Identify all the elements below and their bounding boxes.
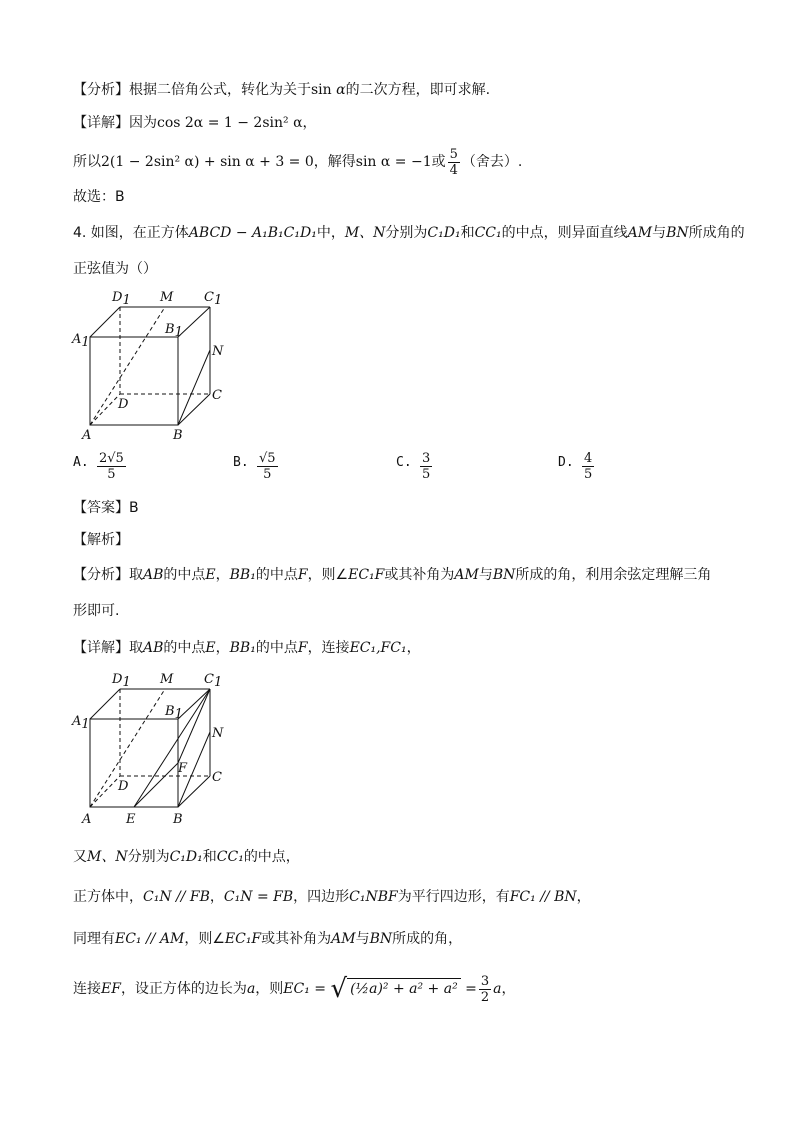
fraction-three-halves: $\frac{3}{2}$	[480, 973, 490, 1005]
label-C1: C1	[204, 672, 223, 690]
label-A1: A1	[72, 714, 90, 732]
label-D1: D1	[112, 672, 131, 690]
label-B: B	[173, 428, 183, 443]
connect-line: 连接EF，设正方体的边长为a，则EC₁ = √ (½a)² + a² + a² = $\frac{3}{2}$ a，	[73, 966, 516, 1012]
again-line: 又M、N分别为C₁D₁和CC₁的中点，	[73, 849, 300, 865]
label-M: M	[160, 672, 174, 687]
double-angle-formula: cos 2α = 1 − 2sin² α	[157, 115, 303, 131]
option-d[interactable]: D. $\frac{4}{5}$	[558, 451, 593, 482]
similar-line: 同理有EC₁ // AM，则∠EC₁F或其补角为AM与BN所成的角，	[73, 931, 463, 947]
question-4-stem-cont: 正弦值为（）	[73, 261, 157, 277]
cube-figure-1	[70, 288, 230, 448]
option-b[interactable]: B. $\frac{√5}{5}$	[233, 451, 276, 482]
solution-heading: 【解析】	[73, 532, 129, 548]
parallelogram-line: 正方体中，C₁N // FB，C₁N = FB，四边形C₁NBF为平行四边形，有FC₁ // BN，	[73, 889, 591, 905]
label-D1: D1	[112, 290, 131, 308]
label-M: M	[160, 290, 174, 305]
cube-figure-2	[70, 670, 230, 835]
label-A: A	[82, 812, 92, 827]
label-C: C	[212, 388, 222, 403]
label-E: E	[126, 812, 136, 827]
label-B1: B1	[165, 704, 183, 722]
option-c-value: $\frac{3}{5}$	[422, 451, 431, 482]
label-F: F	[178, 761, 188, 776]
equation: 2(1 − 2sin² α) + sin α + 3 = 0	[101, 154, 314, 170]
label-N: N	[212, 344, 224, 359]
detail-line-q3: 【详解】因为cos 2α = 1 − 2sin² α，	[73, 115, 317, 131]
option-a-value: $\frac{2√5}{5}$	[99, 451, 124, 482]
option-c[interactable]: C. $\frac{3}{5}$	[396, 451, 431, 482]
so-line-q3: 所以2(1 − 2sin² α) + sin α + 3 = 0，解得sin α = −1或 $\frac{5}{4}$ （舍去）.	[73, 146, 523, 178]
label-D: D	[118, 397, 129, 412]
analysis-line-q4: 【分析】取AB的中点E，BB₁的中点F，则∠EC₁F或其补角为AM与BN所成的角，利用余弦定理解三角	[73, 567, 712, 583]
analysis-label: 【分析】	[73, 82, 129, 98]
label-N: N	[212, 726, 224, 741]
option-a[interactable]: A. $\frac{2√5}{5}$	[73, 451, 124, 482]
analysis-line-q4-cont: 形即可.	[73, 603, 120, 619]
label-A: A	[82, 428, 92, 443]
option-d-value: $\frac{4}{5}$	[584, 451, 593, 482]
label-C1: C1	[204, 290, 223, 308]
detail-line-q4: 【详解】取AB的中点E，BB₁的中点F，连接EC₁,FC₁，	[73, 640, 421, 656]
square-root-expression: √ (½a)² + a² + a²	[330, 966, 460, 1012]
label-B: B	[173, 812, 183, 827]
label-C: C	[212, 770, 222, 785]
choose-line-q3: 故选：B	[73, 189, 125, 205]
label-A1: A1	[72, 332, 90, 350]
label-B1: B1	[165, 322, 183, 340]
analysis-line-q3: 【分析】根据二倍角公式，转化为关于sin α的二次方程，即可求解.	[73, 82, 491, 98]
question-4-stem: 4. 如图，在正方体ABCD − A₁B₁C₁D₁中，M、N分别为C₁D₁和CC₁的中点，则异面直线AM与BN所成角的	[73, 225, 745, 241]
detail-label: 【详解】	[73, 115, 129, 131]
answer-line: 【答案】B	[73, 500, 139, 516]
fraction-five-fourths: $\frac{5}{4}$	[449, 146, 458, 178]
option-b-value: $\frac{√5}{5}$	[259, 451, 276, 482]
label-D: D	[118, 779, 129, 794]
